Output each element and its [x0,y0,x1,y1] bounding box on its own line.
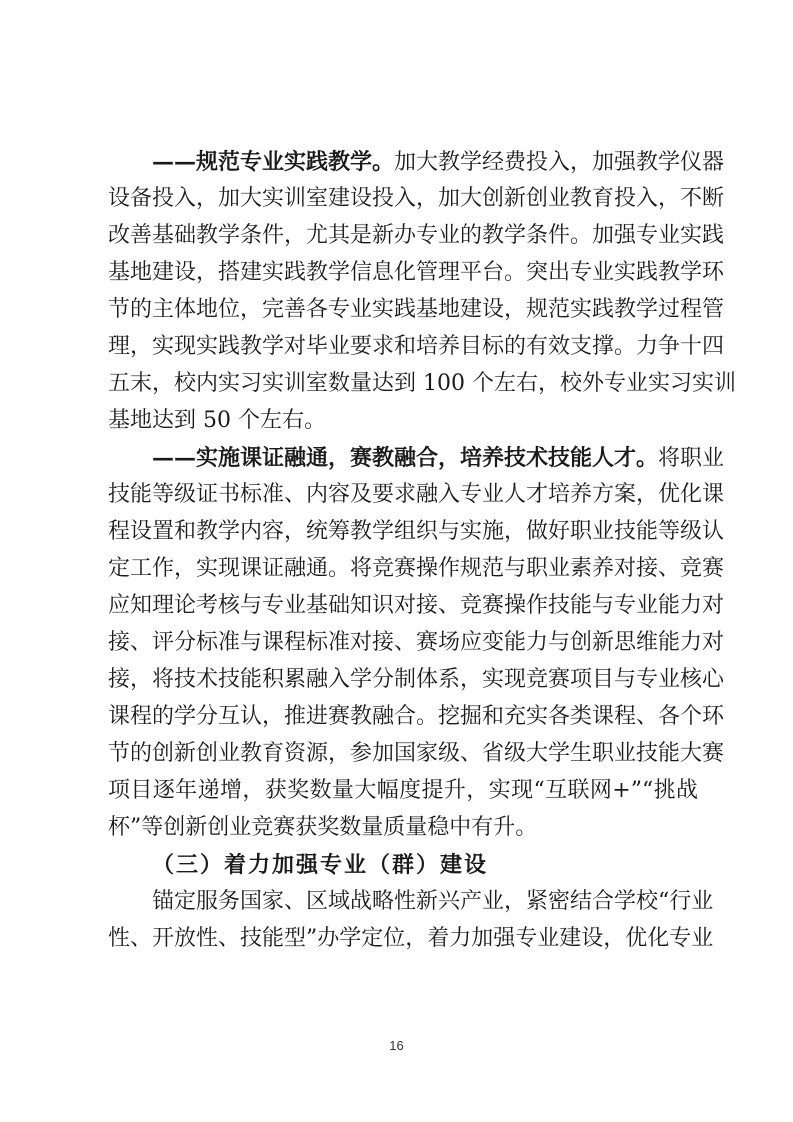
paragraph-line [152,441,725,475]
paragraph-line: 定工作，实现课证融通。将竞赛操作规范与职业素养对接、竞赛 [108,556,725,581]
paragraph-lead-bold: ——规范专业实践教学。 [152,149,395,175]
paragraph-line: 项目逐年递增，获奖数量大幅度提升，实现“互联网+”“挑战 [108,778,698,803]
paragraph-line: 五末，校内实习实训室数量达到 100 个左右，校外专业实习实训 [108,371,736,396]
page-number: 16 [389,1038,404,1053]
paragraph-lead-bold: ——实施课证融通，赛教融合，培养技术技能人才。 [152,445,659,471]
paragraph-line: 接，将技术技能积累融入学分制体系，实现竞赛项目与专业核心 [108,667,725,692]
paragraph-line: 锚定服务国家、区域战略性新兴产业，紧密结合学校“行业 [152,889,714,914]
paragraph-line: 技能等级证书标准、内容及要求融入专业人才培养方案，优化课 [108,482,725,507]
paragraph-line: 节的创新创业教育资源，参加国家级、省级大学生职业技能大赛 [108,741,725,766]
paragraph-line: 程设置和教学内容，统筹教学组织与实施，做好职业技能等级认 [108,519,725,544]
paragraph-text: 将职业 [658,446,725,471]
paragraph-line: 基地建设，搭建实践教学信息化管理平台。突出专业实践教学环 [108,260,725,285]
paragraph-line: 接、评分标准与课程标准对接、赛场应变能力与创新思维能力对 [108,630,725,655]
paragraph-line: 杯”等创新创业竞赛获奖数量质量稳中有升。 [108,815,538,840]
paragraph-line: 理，实现实践教学对毕业要求和培养目标的有效支撑。力争十四 [108,334,725,359]
paragraph-line [152,145,725,179]
paragraph-line: 节的主体地位，完善各专业实践基地建设，规范实践教学过程管 [108,297,725,322]
paragraph-line: 改善基础教学条件，尤其是新办专业的教学条件。加强专业实践 [108,223,725,248]
paragraph-line: 课程的学分互认，推进赛教融合。挖掘和充实各类课程、各个环 [108,704,725,729]
section-heading: （三）着力加强专业（群）建设 [152,852,489,878]
paragraph-line: 基地达到 50 个左右。 [108,408,326,433]
paragraph-line: 应知理论考核与专业基础知识对接、竞赛操作技能与专业能力对 [108,593,725,618]
paragraph-text: 加大教学经费投入，加强教学仪器 [394,150,725,175]
paragraph-line: 设备投入，加大实训室建设投入，加大创新创业教育投入，不断 [108,186,725,211]
paragraph-line: 性、开放性、技能型”办学定位，着力加强专业建设，优化专业 [108,926,714,951]
